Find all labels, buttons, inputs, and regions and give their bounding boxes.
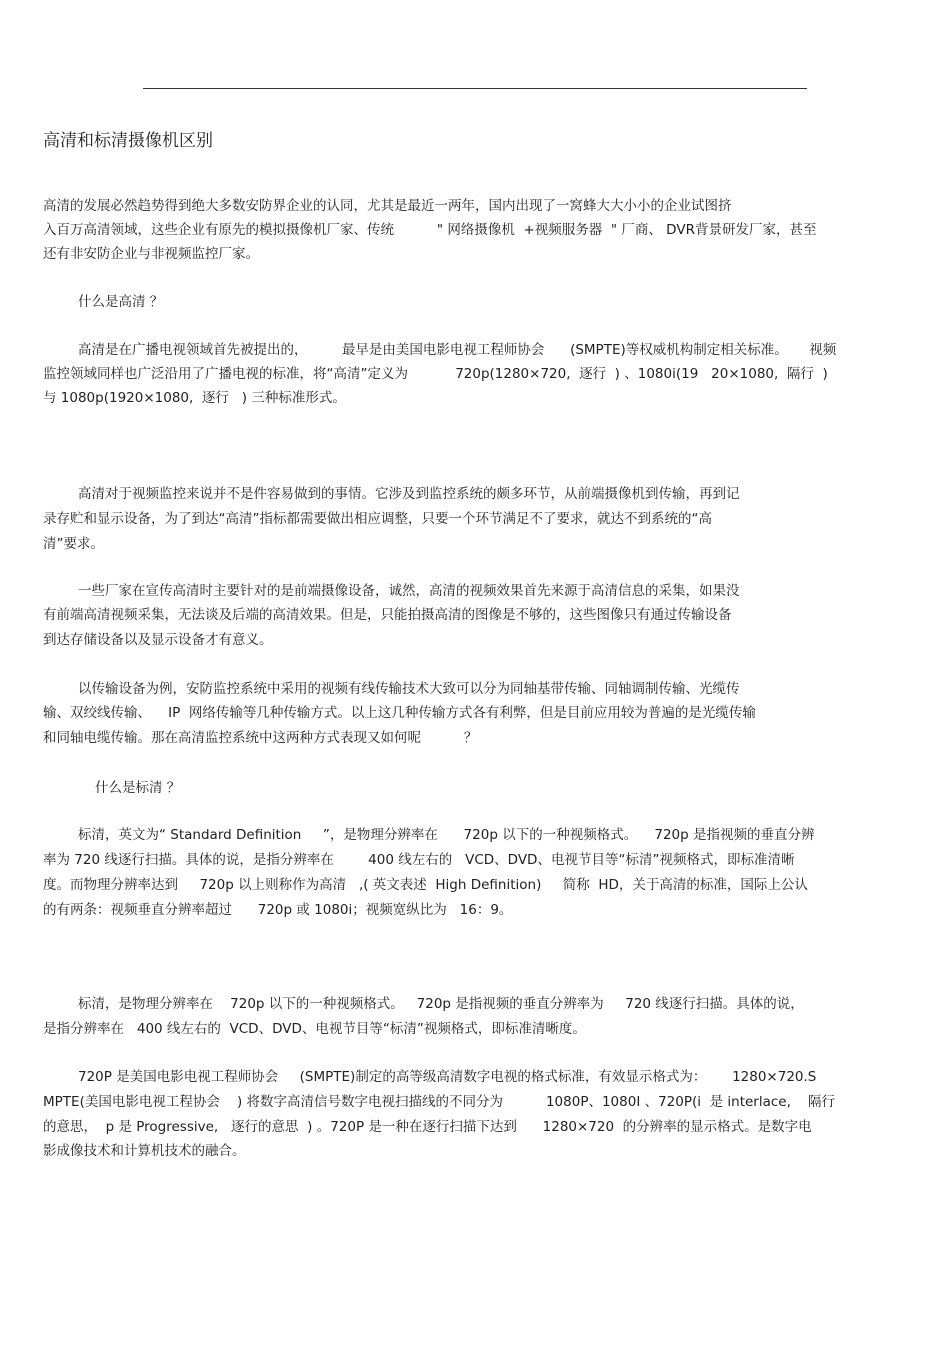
paragraph-line: 的有两条：视频垂直分辨率超过 720p 或 1080i；视频宽纵比为 16：9。 [43, 902, 513, 918]
paragraph-line: 什么是标清 ？ [95, 780, 181, 796]
paragraph-line: 高清对于视频监控来说并不是件容易做到的事情。它涉及到监控系统的颇多环节，从前端摄像机到传输，再到记 [78, 486, 740, 502]
paragraph-line: 录存贮和显示设备，为了到达“高清”指标都需要做出相应调整，只要一个环节满足不了要求，就达不到系统的“高 [43, 511, 712, 527]
paragraph-line: 还有非安防企业与非视频监控厂家。 [43, 246, 259, 262]
paragraph-line: 率为 720 线逐行扫描。具体的说，是指分辨率在 400 线左右的 VCD、DVD、电视节目等“标清”视频格式，即标准清晰 [43, 852, 795, 868]
paragraph-line: 高清是在广播电视领域首先被提出的， 最早是由美国电影电视工程师协会 (SMPTE)等权威机构制定相关标准。 视频 [78, 342, 837, 358]
paragraph-line: 到达存储设备以及显示设备才有意义。 [43, 632, 273, 648]
paragraph-line: 的意思， p 是 Progressive, 逐行的意思 ) 。720P 是一种在逐行扫描下达到 1280×720 的分辨率的显示格式。是数字电 [43, 1119, 812, 1135]
paragraph-line: 监控领域同样也广泛沿用了广播电视的标准，将“高清”定义为 720p(1280×720, 逐行 ) 、1080i(19 20×1080, 隔行 ) [43, 366, 828, 382]
top-divider [143, 88, 807, 89]
paragraph-line: 度。而物理分辨率达到 720p 以上则称作为高清 ,( 英文表述 High Definition) 简称 HD，关于高清的标准，国际上公认 [43, 877, 808, 893]
paragraph-line: 什么是高清 ？ [78, 294, 164, 310]
paragraph-line: 是指分辨率在 400 线左右的 VCD、DVD、电视节目等“标清”视频格式，即标准清晰度。 [43, 1021, 586, 1037]
paragraph-line: 入百万高清领域，这些企业有原先的模拟摄像机厂家、传统 " 网络摄像机 +视频服务器 " 厂商、 DVR背景研发厂家，甚至 [43, 222, 817, 238]
paragraph-line: 以传输设备为例，安防监控系统中采用的视频有线传输技术大致可以分为同轴基带传输、同轴调制传输、光缆传 [78, 681, 740, 697]
paragraph-line: 高清的发展必然趋势得到绝大多数安防界企业的认同，尤其是最近一两年，国内出现了一窝蜂大大小小的企业试图挤 [43, 198, 732, 214]
paragraph-line: 影成像技术和计算机技术的融合。 [43, 1143, 246, 1159]
paragraph-line: 标清，英文为“ Standard Definition ”，是物理分辨率在 720p 以下的一种视频格式。 720p 是指视频的垂直分辨 [78, 827, 815, 843]
paragraph-line: MPTE(美国电影电视工程协会 ) 将数字高清信号数字电视扫描线的不同分为 1080P、1080I 、720P(i 是 interlace, 隔行 [43, 1094, 836, 1110]
paragraph-line: 一些厂家在宣传高清时主要针对的是前端摄像设备，诚然，高清的视频效果首先来源于高清信息的采集，如果没 [78, 583, 740, 599]
paragraph-line: 720P 是美国电影电视工程师协会 (SMPTE)制定的高等级高清数字电视的格式标准，有效显示格式为： 1280×720.S [78, 1069, 817, 1085]
paragraph-line: 有前端高清视频采集，无法谈及后端的高清效果。但是，只能拍摄高清的图像是不够的，这些图像只有通过传输设备 [43, 607, 732, 623]
paragraph-line: 输、双绞线传输、 IP 网络传输等几种传输方式。以上这几种传输方式各有利弊，但是目前应用较为普遍的是光缆传输 [43, 705, 756, 721]
document-title: 高清和标清摄像机区别 [43, 131, 213, 151]
paragraph-line: 清”要求。 [43, 536, 104, 552]
paragraph-line: 与 1080p(1920×1080, 逐行 ) 三种标准形式。 [43, 390, 346, 406]
paragraph-line: 标清，是物理分辨率在 720p 以下的一种视频格式。 720p 是指视频的垂直分辨率为 720 线逐行扫描。具体的说， [78, 996, 804, 1012]
paragraph-line: 和同轴电缆传输。那在高清监控系统中这两种方式表现又如何呢 ？ [43, 730, 478, 746]
